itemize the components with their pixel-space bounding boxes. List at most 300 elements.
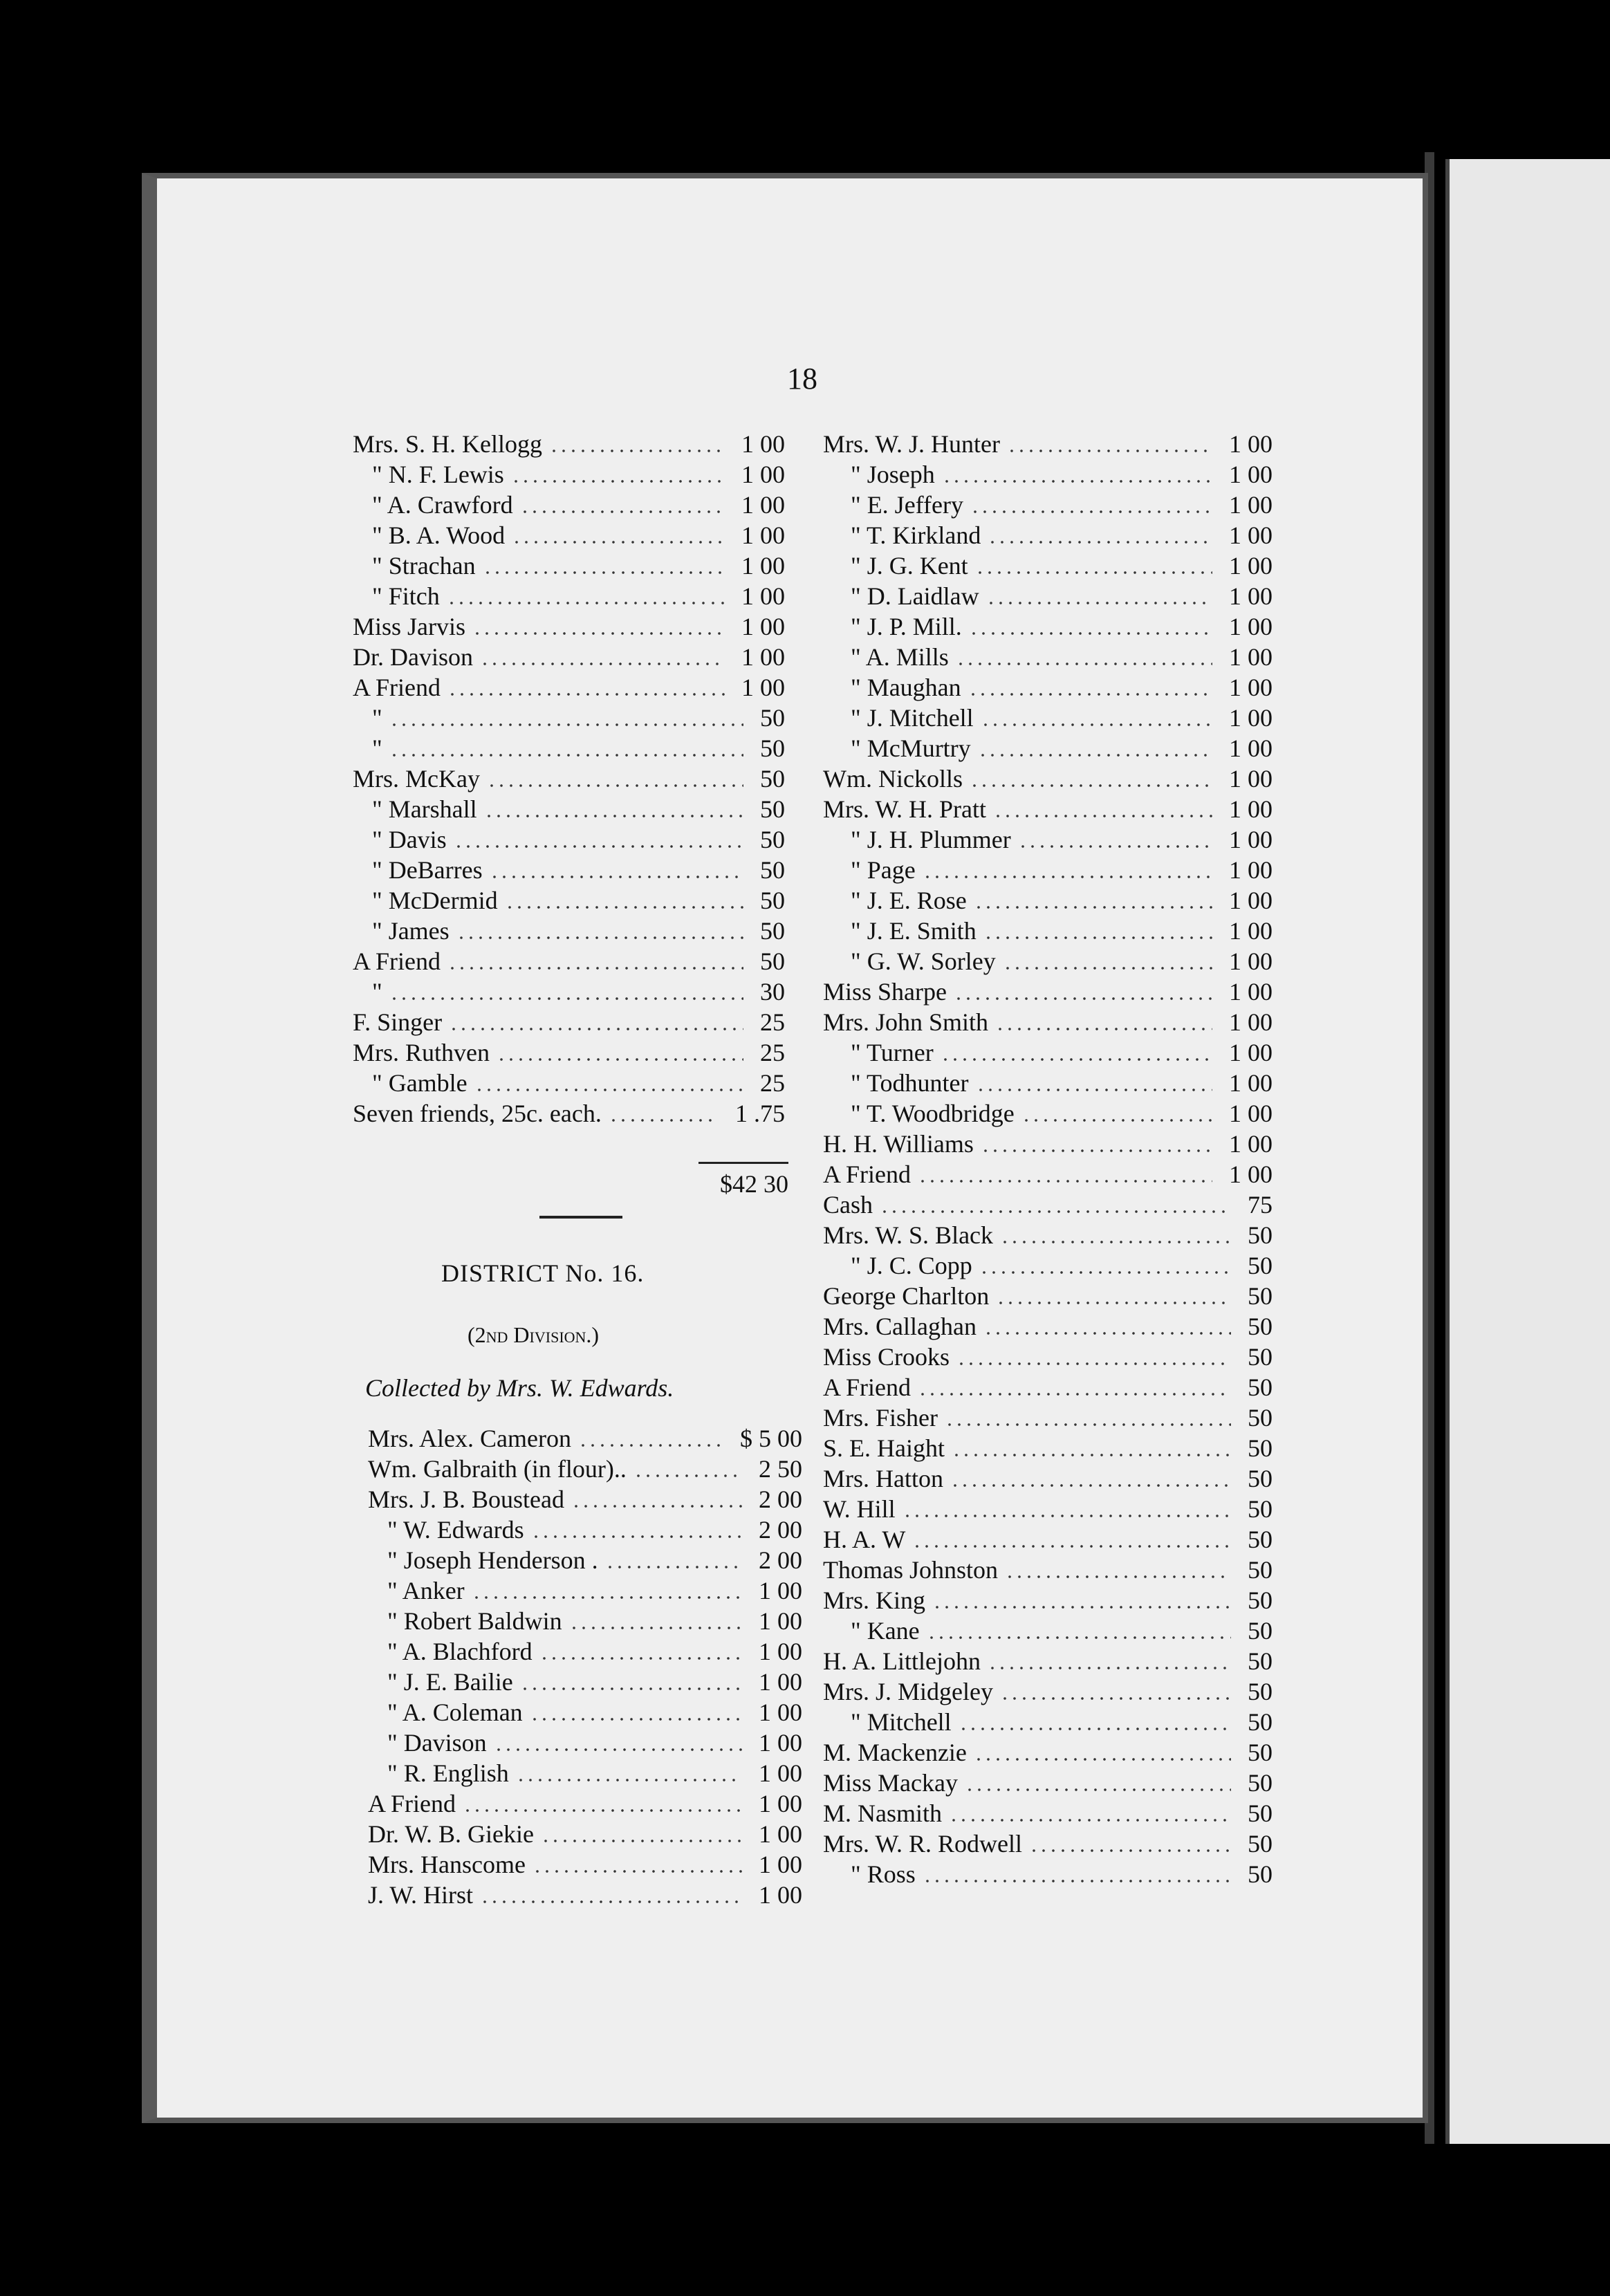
contributor-name: " T. Kirkland xyxy=(851,521,981,549)
list-item xyxy=(823,1829,1273,1859)
contributor-name: A Friend xyxy=(353,674,441,701)
list-item xyxy=(823,1311,1273,1342)
contribution-amount: 50 xyxy=(760,826,785,853)
contributor-name: " J. C. Copp xyxy=(851,1252,972,1279)
contributor-name: H. A. Littlejohn xyxy=(823,1647,981,1675)
district-division: (2nd Division.) xyxy=(468,1322,600,1347)
contributor-name: Miss Sharpe xyxy=(823,978,947,1006)
dot-leader xyxy=(605,1566,742,1568)
dot-leader xyxy=(988,541,1212,544)
dot-leader xyxy=(497,1058,743,1061)
list-item xyxy=(823,855,1273,885)
dot-leader xyxy=(981,723,1212,726)
dot-leader xyxy=(927,1636,1231,1639)
contributor-name: M. Mackenzie xyxy=(823,1739,967,1766)
dot-leader xyxy=(981,1149,1212,1152)
contribution-amount: 1 00 xyxy=(741,491,785,519)
contribution-amount: 1 00 xyxy=(1229,461,1273,488)
contribution-amount: 50 xyxy=(1248,1465,1273,1492)
contribution-amount: 50 xyxy=(1248,1799,1273,1827)
contribution-amount: 1 00 xyxy=(741,674,785,701)
list-item xyxy=(823,1220,1273,1250)
dot-leader xyxy=(932,1606,1231,1609)
contributor-name: Mrs. McKay xyxy=(353,765,480,793)
contribution-amount: 1 00 xyxy=(759,1607,802,1635)
contributor-name: " Page xyxy=(851,856,916,884)
contribution-amount: 50 xyxy=(1248,1830,1273,1858)
contributor-name: " Marshall xyxy=(372,795,477,823)
list-item xyxy=(823,1159,1273,1189)
dot-leader xyxy=(1000,1241,1231,1243)
list-item xyxy=(823,581,1273,611)
list-item xyxy=(368,1819,802,1849)
list-item xyxy=(823,459,1273,490)
contributor-name: Miss Mackay xyxy=(823,1769,958,1797)
list-item xyxy=(823,916,1273,946)
dot-leader xyxy=(511,480,725,483)
contributor-name: Mrs. King xyxy=(823,1586,926,1614)
contributor-name: Mrs. J. Midgeley xyxy=(823,1678,993,1705)
contribution-amount: 25 xyxy=(760,1039,785,1066)
list-item xyxy=(823,885,1273,916)
section-divider xyxy=(539,1216,622,1219)
dot-leader xyxy=(578,1444,723,1447)
contribution-amount: 1 00 xyxy=(1229,674,1273,701)
list-item xyxy=(823,550,1273,581)
list-item xyxy=(353,550,785,581)
contributor-name: " A. Coleman xyxy=(387,1698,523,1726)
contributor-name: " A. Mills xyxy=(851,643,949,671)
contribution-amount: 50 xyxy=(1248,1373,1273,1401)
list-item xyxy=(823,1585,1273,1615)
contributor-name: " D. Laidlaw xyxy=(851,582,979,610)
list-item xyxy=(823,1615,1273,1646)
dot-leader xyxy=(512,541,725,544)
contributor-name: A Friend xyxy=(353,947,441,975)
list-item xyxy=(353,1007,785,1037)
contribution-amount: 50 xyxy=(1248,1860,1273,1888)
dot-leader xyxy=(633,1474,742,1477)
contributor-name: " J. P. Mill. xyxy=(851,613,962,640)
contribution-amount: 50 xyxy=(1248,1526,1273,1553)
contributor-name: Wm. Nickolls xyxy=(823,765,963,793)
contribution-amount: 1 00 xyxy=(759,1881,802,1909)
list-item xyxy=(823,1463,1273,1494)
contributor-name: Seven friends, 25c. each. xyxy=(353,1100,602,1127)
contributor-name: " DeBarres xyxy=(372,856,483,884)
dot-leader xyxy=(903,1515,1231,1517)
list-item xyxy=(353,459,785,490)
dot-leader xyxy=(569,1627,742,1629)
contributor-name: " Mitchell xyxy=(851,1708,952,1736)
dot-leader xyxy=(480,1900,742,1903)
dot-leader xyxy=(487,784,743,787)
contribution-amount: 1 00 xyxy=(1229,856,1273,884)
list-item xyxy=(353,855,785,885)
contribution-amount: $ 5 00 xyxy=(740,1425,802,1452)
list-item xyxy=(823,1189,1273,1220)
contribution-amount: 1 00 xyxy=(1229,1039,1273,1066)
contribution-amount: 2 00 xyxy=(759,1546,802,1574)
contribution-amount: 50 xyxy=(1248,1708,1273,1736)
contribution-amount: 50 xyxy=(1248,1343,1273,1371)
dot-leader xyxy=(974,906,1212,909)
contribution-amount: 1 00 xyxy=(1229,552,1273,580)
contributor-name: Mrs. Hatton xyxy=(823,1465,943,1492)
list-item xyxy=(368,1545,802,1575)
contributor-name: Mrs. Hanscome xyxy=(368,1851,526,1878)
list-item xyxy=(353,794,785,824)
dot-leader xyxy=(993,815,1212,817)
list-item xyxy=(823,1007,1273,1037)
contributor-name: " T. Woodbridge xyxy=(851,1100,1015,1127)
dot-leader xyxy=(483,571,725,574)
list-item xyxy=(823,1098,1273,1129)
contribution-amount: 1 00 xyxy=(1229,491,1273,519)
contribution-amount: 50 xyxy=(1248,1617,1273,1645)
list-item xyxy=(823,824,1273,855)
contribution-amount: 1 00 xyxy=(759,1759,802,1787)
dot-leader xyxy=(969,632,1212,635)
contributor-name: Wm. Galbraith (in flour).. xyxy=(368,1455,627,1483)
dot-leader xyxy=(484,815,743,817)
dot-leader xyxy=(447,967,743,970)
dot-leader xyxy=(918,1180,1212,1183)
dot-leader xyxy=(480,663,725,665)
contribution-amount: 1 00 xyxy=(759,1698,802,1726)
left-top-list xyxy=(353,429,785,1148)
contributor-name: M. Nasmith xyxy=(823,1799,943,1827)
contributor-name: " Robert Baldwin xyxy=(387,1607,562,1635)
contribution-amount: 2 50 xyxy=(759,1455,802,1483)
contribution-amount: 1 00 xyxy=(741,643,785,671)
list-item xyxy=(823,1372,1273,1402)
list-item xyxy=(823,611,1273,642)
contributor-name: " J. E. Bailie xyxy=(387,1668,513,1696)
dot-leader xyxy=(976,1089,1212,1091)
list-item xyxy=(353,763,785,794)
contributor-name: " McMurtry xyxy=(851,734,971,762)
contribution-amount: 50 xyxy=(1248,1495,1273,1523)
contribution-amount: 1 00 xyxy=(1229,978,1273,1006)
contribution-amount: 50 xyxy=(760,765,785,793)
contributor-name: " W. Edwards xyxy=(387,1516,524,1544)
contribution-amount: 1 00 xyxy=(1229,582,1273,610)
contribution-amount: 1 00 xyxy=(759,1820,802,1848)
dot-leader xyxy=(986,602,1212,604)
dot-leader xyxy=(995,1028,1212,1030)
contributor-name: Mrs. Callaghan xyxy=(823,1313,977,1340)
contribution-amount: 1 00 xyxy=(759,1668,802,1696)
list-item xyxy=(368,1728,802,1758)
contribution-amount: 1 00 xyxy=(759,1851,802,1878)
list-item xyxy=(823,1676,1273,1707)
list-item xyxy=(353,1037,785,1068)
contribution-amount: 50 xyxy=(760,795,785,823)
contribution-amount: 1 00 xyxy=(1229,643,1273,671)
contribution-amount: 50 xyxy=(760,947,785,975)
contribution-amount: 1 00 xyxy=(1229,704,1273,732)
contribution-amount: 50 xyxy=(1248,1647,1273,1675)
dot-leader xyxy=(474,1089,743,1091)
contribution-amount: 50 xyxy=(1248,1739,1273,1766)
contribution-amount: 1 00 xyxy=(1229,1130,1273,1158)
contribution-amount: 1 00 xyxy=(1229,613,1273,640)
contributor-name: " Maughan xyxy=(851,674,961,701)
dot-leader xyxy=(978,754,1212,757)
dot-leader xyxy=(941,1058,1212,1061)
contribution-amount: 2 00 xyxy=(759,1516,802,1544)
list-item xyxy=(823,946,1273,976)
contribution-amount: 50 xyxy=(760,917,785,945)
list-item xyxy=(823,1037,1273,1068)
contribution-amount: 50 xyxy=(760,856,785,884)
contributor-name: Mrs. Ruthven xyxy=(353,1039,490,1066)
list-item xyxy=(368,1788,802,1819)
list-item xyxy=(368,1484,802,1515)
dot-leader xyxy=(1007,450,1212,452)
contribution-amount: 1 00 xyxy=(1229,521,1273,549)
contribution-amount: 1 00 xyxy=(759,1577,802,1604)
contribution-amount: 1 00 xyxy=(741,613,785,640)
list-item xyxy=(353,520,785,550)
list-item xyxy=(353,733,785,763)
dot-leader xyxy=(983,1332,1231,1335)
contribution-amount: 1 00 xyxy=(741,552,785,580)
contributor-name: " Fitch xyxy=(372,582,440,610)
contribution-amount: 1 00 xyxy=(1229,1160,1273,1188)
list-item xyxy=(823,1646,1273,1676)
contributor-name: " Joseph xyxy=(851,461,935,488)
contribution-amount: 50 xyxy=(1248,1769,1273,1797)
dot-leader xyxy=(472,1596,742,1599)
contributor-name: Cash xyxy=(823,1191,873,1219)
contributor-name: Thomas Johnston xyxy=(823,1556,999,1584)
dot-leader xyxy=(505,906,743,909)
contribution-amount: 50 xyxy=(1248,1313,1273,1340)
list-item xyxy=(353,642,785,672)
dot-leader xyxy=(1005,1575,1231,1578)
list-item xyxy=(823,703,1273,733)
list-item xyxy=(823,794,1273,824)
dot-leader xyxy=(923,876,1212,878)
contributor-name: " James xyxy=(372,917,450,945)
contribution-amount: 1 00 xyxy=(759,1790,802,1817)
dot-leader xyxy=(942,480,1212,483)
dot-leader xyxy=(975,571,1212,574)
contribution-amount: 50 xyxy=(1248,1556,1273,1584)
contributor-name: Dr. Davison xyxy=(353,643,473,671)
dot-leader xyxy=(956,1362,1231,1365)
list-item xyxy=(353,581,785,611)
contributor-name: " J. H. Plummer xyxy=(851,826,1011,853)
list-item xyxy=(368,1636,802,1667)
contributor-name: A Friend xyxy=(823,1373,912,1401)
dot-leader xyxy=(1018,845,1212,848)
list-item xyxy=(353,672,785,703)
list-item xyxy=(823,1281,1273,1311)
contributor-name: W. Hill xyxy=(823,1495,896,1523)
list-item xyxy=(823,1707,1273,1737)
facing-page-edge xyxy=(1445,159,1610,2144)
list-item xyxy=(823,1402,1273,1433)
list-item xyxy=(823,1494,1273,1524)
contributor-name: " B. A. Wood xyxy=(372,521,506,549)
contribution-amount: 50 xyxy=(1248,1586,1273,1614)
contributor-name: " Davison xyxy=(387,1729,487,1757)
list-item xyxy=(353,490,785,520)
dot-leader xyxy=(945,1423,1231,1426)
dot-leader xyxy=(1029,1849,1231,1852)
contributor-name: F. Singer xyxy=(353,1008,443,1036)
contribution-amount: 1 00 xyxy=(1229,826,1273,853)
contribution-amount: 1 00 xyxy=(1229,430,1273,458)
contribution-amount: 50 xyxy=(760,887,785,914)
dot-leader xyxy=(389,723,743,726)
contribution-amount: 25 xyxy=(760,1008,785,1036)
list-item xyxy=(823,1068,1273,1098)
dot-leader xyxy=(449,1028,743,1030)
contributor-name: Mrs. W. S. Black xyxy=(823,1221,994,1249)
contributor-name: " Gamble xyxy=(372,1069,468,1097)
contributor-name: " Strachan xyxy=(372,552,476,580)
list-item xyxy=(353,703,785,733)
contributor-name: Mrs. John Smith xyxy=(823,1008,989,1036)
contribution-amount: 2 00 xyxy=(759,1485,802,1513)
contributor-name: " R. English xyxy=(387,1759,509,1787)
contributor-name: " A. Blachford xyxy=(387,1638,533,1665)
dot-leader xyxy=(949,1819,1231,1822)
right-list xyxy=(823,429,1273,1909)
contributor-name: " E. Jeffery xyxy=(851,491,963,519)
contributor-name: Mrs. W. J. Hunter xyxy=(823,430,1001,458)
contribution-amount: 1 .75 xyxy=(735,1100,785,1127)
contributor-name: Mrs. S. H. Kellogg xyxy=(353,430,543,458)
contributor-name: " N. F. Lewis xyxy=(372,461,504,488)
contribution-amount: 1 00 xyxy=(741,521,785,549)
contribution-amount: 50 xyxy=(1248,1404,1273,1432)
contributor-name: " J. E. Smith xyxy=(851,917,977,945)
dot-leader xyxy=(531,1535,742,1538)
dot-leader xyxy=(1003,967,1212,970)
list-item xyxy=(823,976,1273,1007)
contributor-name: " J. E. Rose xyxy=(851,887,967,914)
list-item xyxy=(823,1250,1273,1281)
contribution-amount: 50 xyxy=(760,704,785,732)
contributor-name: " xyxy=(372,978,382,1006)
contributor-name: Miss Jarvis xyxy=(353,613,466,640)
contributor-name: Mrs. W. H. Pratt xyxy=(823,795,987,823)
list-item xyxy=(823,1524,1273,1555)
contributor-name: H. A. W xyxy=(823,1526,906,1553)
contribution-amount: 1 00 xyxy=(1229,1069,1273,1097)
list-item xyxy=(823,429,1273,459)
list-item xyxy=(823,1555,1273,1585)
dot-leader xyxy=(988,1667,1231,1669)
contributor-name: " J. G. Kent xyxy=(851,552,968,580)
contribution-amount: 25 xyxy=(760,1069,785,1097)
dot-leader xyxy=(472,632,725,635)
dot-leader xyxy=(974,1758,1231,1761)
contributor-name: " xyxy=(372,734,382,762)
list-item xyxy=(823,520,1273,550)
contributor-name: " Kane xyxy=(851,1617,920,1645)
dot-leader xyxy=(970,510,1212,513)
contribution-amount: 50 xyxy=(1248,1252,1273,1279)
page-number: 18 xyxy=(787,362,817,396)
left-total xyxy=(664,1169,788,1199)
list-item xyxy=(823,672,1273,703)
list-item xyxy=(823,490,1273,520)
contributor-name: " A. Crawford xyxy=(372,491,513,519)
dot-leader xyxy=(494,1748,742,1751)
contributor-name: " Todhunter xyxy=(851,1069,969,1097)
contributor-name: " Davis xyxy=(372,826,447,853)
list-item xyxy=(353,1098,785,1129)
contributor-name: Mrs. J. B. Boustead xyxy=(368,1485,565,1513)
dot-leader xyxy=(959,1728,1231,1730)
list-item xyxy=(368,1454,802,1484)
contribution-amount: 1 00 xyxy=(1229,1100,1273,1127)
dot-leader xyxy=(454,845,743,848)
contribution-amount: 1 00 xyxy=(1229,947,1273,975)
contributor-name: Dr. W. B. Giekie xyxy=(368,1820,534,1848)
contributor-name: " Ross xyxy=(851,1860,916,1888)
dot-leader xyxy=(447,693,725,696)
contributor-name: " J. Mitchell xyxy=(851,704,974,732)
contribution-amount: 1 00 xyxy=(1229,1008,1273,1036)
dot-leader xyxy=(918,1393,1231,1396)
dot-leader xyxy=(539,1657,742,1660)
dot-leader xyxy=(456,936,743,939)
list-item xyxy=(368,1758,802,1788)
dot-leader xyxy=(520,510,725,513)
contributor-name: " G. W. Sorley xyxy=(851,947,996,975)
dot-leader xyxy=(954,997,1212,1000)
list-item xyxy=(823,642,1273,672)
list-item xyxy=(368,1515,802,1545)
contribution-amount: 1 00 xyxy=(759,1729,802,1757)
list-item xyxy=(368,1849,802,1880)
dot-leader xyxy=(609,1119,719,1122)
dot-leader xyxy=(520,1687,742,1690)
contribution-amount: 1 00 xyxy=(1229,917,1273,945)
dot-leader xyxy=(1000,1697,1231,1700)
list-item xyxy=(368,1880,802,1910)
contributor-name: S. E. Haight xyxy=(823,1434,945,1462)
dot-leader xyxy=(965,1788,1231,1791)
dot-leader xyxy=(880,1210,1231,1213)
list-item xyxy=(823,1768,1273,1798)
total-rule xyxy=(698,1162,788,1164)
list-item xyxy=(823,1129,1273,1159)
list-item xyxy=(823,1798,1273,1829)
contributor-name: " Joseph Henderson . xyxy=(387,1546,598,1574)
contribution-amount: 1 00 xyxy=(1229,765,1273,793)
contributor-name: Miss Crooks xyxy=(823,1343,950,1371)
contribution-amount: 1 00 xyxy=(741,582,785,610)
contributor-name: J. W. Hirst xyxy=(368,1881,474,1909)
contributor-name: " xyxy=(372,704,382,732)
dot-leader xyxy=(463,1809,742,1812)
dot-leader xyxy=(530,1718,742,1721)
dot-leader xyxy=(979,1271,1231,1274)
dot-leader xyxy=(950,1484,1231,1487)
contribution-amount: 50 xyxy=(760,734,785,762)
list-item xyxy=(368,1606,802,1636)
list-item xyxy=(823,1433,1273,1463)
dot-leader xyxy=(952,1454,1231,1456)
